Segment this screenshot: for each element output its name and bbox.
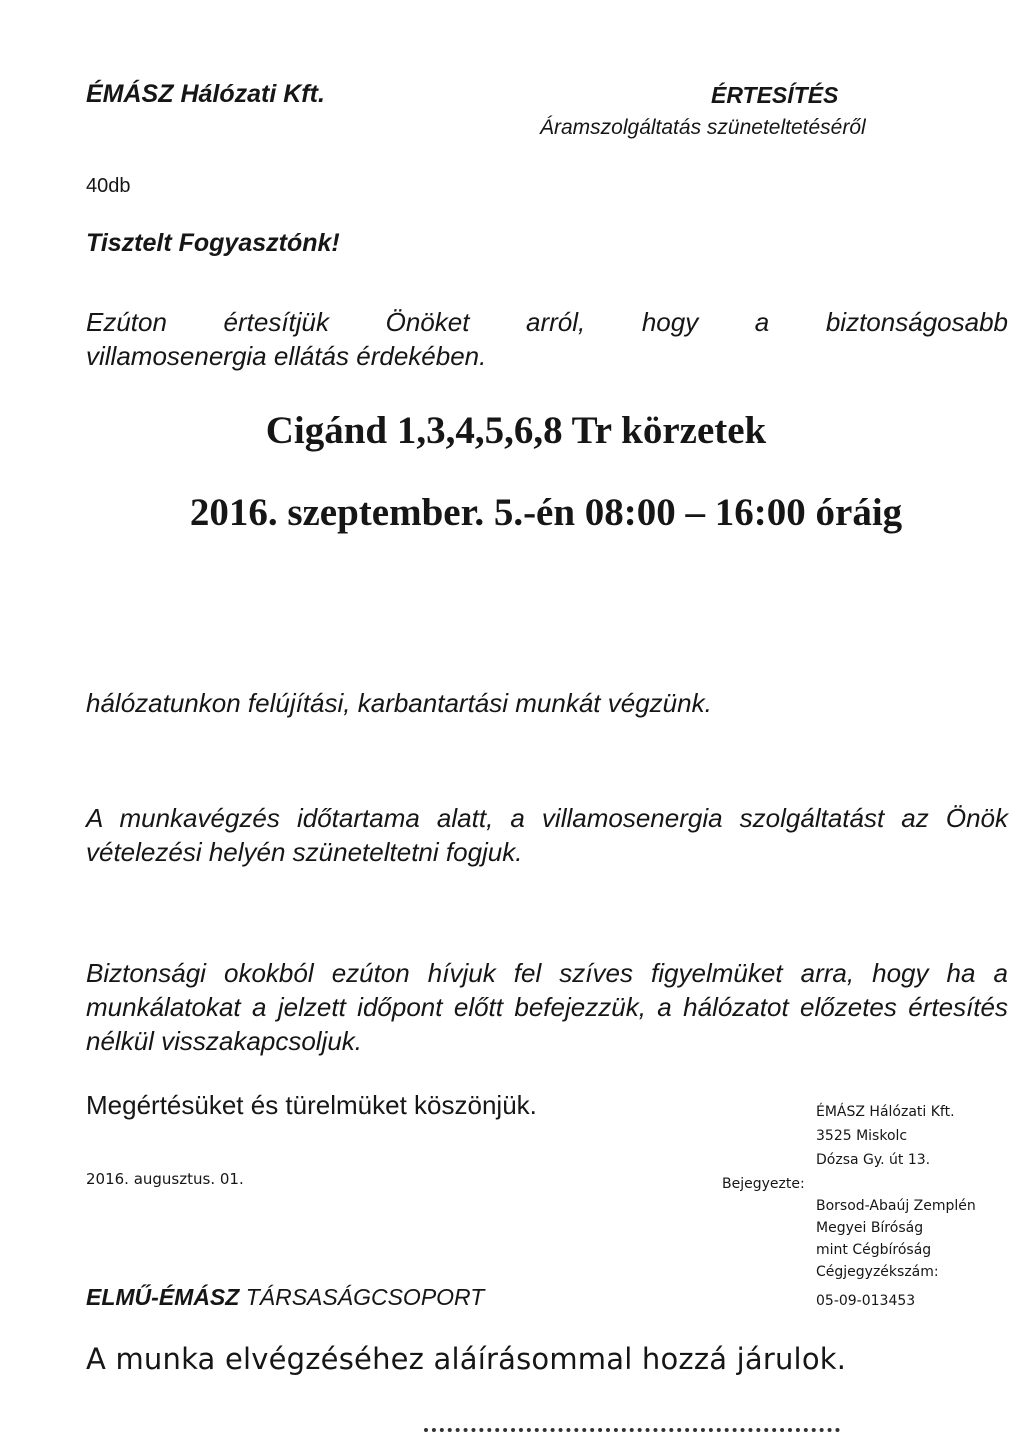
notice-subtitle: Áramszolgáltatás szüneteltetéséről	[540, 116, 866, 139]
service-paragraph: A munkavégzés időtartama alatt, a villamosenergia szolgáltatást az Önök vételezési helyén szüneteltetni fogjuk.	[86, 803, 1008, 867]
signature-line[interactable]	[424, 1428, 840, 1432]
registration-label: Bejegyezte:	[722, 1176, 805, 1192]
company-group-brand: ELMŰ-ÉMÁSZ	[86, 1284, 240, 1310]
registration-court-role: mint Cégbíróság	[816, 1242, 932, 1258]
company-name: ÉMÁSZ Hálózati Kft.	[86, 80, 325, 108]
intro-line-1: Ezúton értesítjük Önöket arról, hogy a biztonságosabb	[86, 307, 1008, 337]
registration-court: Megyei Bíróság	[816, 1220, 924, 1236]
safety-paragraph: Biztonsági okokból ezúton hívjuk fel szíves figyelmüket arra, hogy ha a munkálatokat a jelzett időpont előtt befejezzük, a hálózatot előzetes értesítés nélkül visszakapcsoljuk.	[86, 958, 1008, 1056]
consent-statement: A munka elvégzéséhez aláírásommal hozzá járulok.	[86, 1342, 847, 1376]
address-company: ÉMÁSZ Hálózati Kft.	[816, 1104, 955, 1120]
intro-line-2: villamosenergia ellátás érdekében.	[86, 341, 487, 371]
salutation: Tisztelt Fogyasztónk!	[86, 229, 340, 257]
registration-number-label: Cégjegyzékszám:	[816, 1264, 939, 1280]
issue-date: 2016. augusztus. 01.	[86, 1170, 244, 1188]
registration-court-region: Borsod-Abaúj Zemplén	[816, 1198, 976, 1214]
outage-location: Cigánd 1,3,4,5,6,8 Tr körzetek	[265, 409, 767, 452]
company-group-suffix: TÁRSASÁGCSOPORT	[239, 1284, 485, 1310]
registration-number: 05-09-013453	[816, 1293, 916, 1309]
notice-title: ÉRTESÍTÉS	[711, 82, 839, 108]
copy-count: 40db	[86, 175, 131, 197]
company-group	[86, 1284, 484, 1311]
address-city: 3525 Miskolc	[816, 1128, 908, 1144]
address-street: Dózsa Gy. út 13.	[816, 1152, 931, 1168]
work-description: hálózatunkon felújítási, karbantartási munkát végzünk.	[86, 688, 712, 718]
outage-datetime: 2016. szeptember. 5.-én 08:00 – 16:00 óráig	[189, 491, 903, 534]
thanks-line: Megértésüket és türelmüket köszönjük.	[86, 1090, 537, 1120]
